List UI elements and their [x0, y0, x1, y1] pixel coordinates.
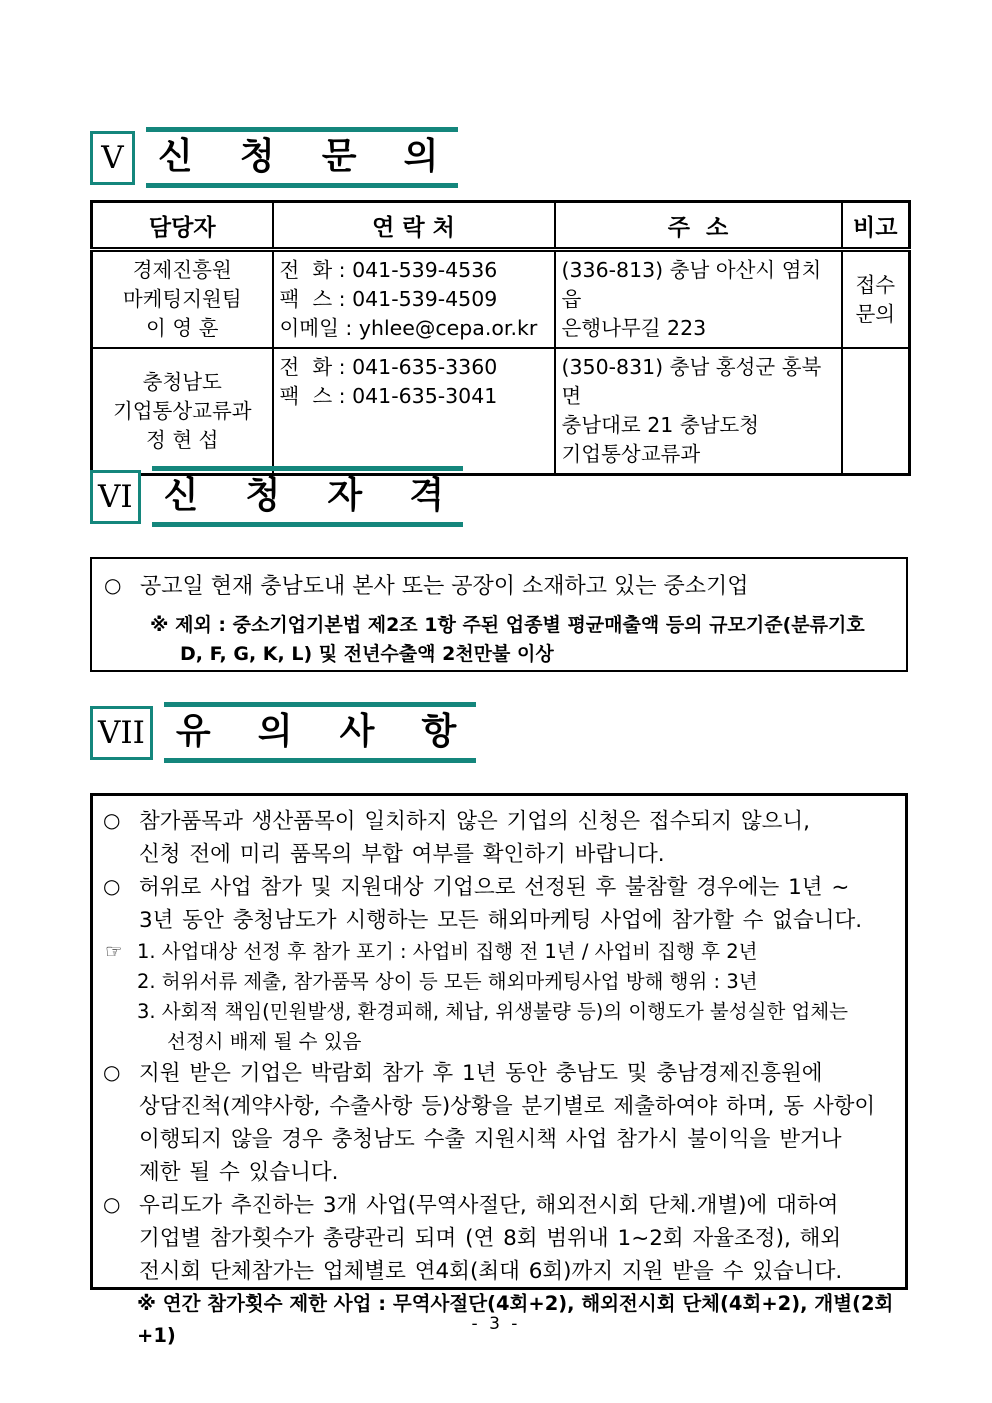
- table-header-row: [92, 202, 910, 250]
- section-vi-numeral: VI: [98, 478, 133, 515]
- section-vi-header: [90, 466, 463, 527]
- section-vi-title: 신 청 자 격: [152, 466, 464, 527]
- precaution-item: [103, 1189, 895, 1288]
- phone-line: 전 화 : 041-635-3360: [279, 355, 498, 379]
- header-note: 비고: [842, 202, 910, 250]
- fax-line: 팩 스 : 041-539-4509: [279, 287, 498, 311]
- inquiry-table: [90, 200, 911, 476]
- section-v-header: [90, 127, 458, 188]
- page-number: - 3 -: [471, 1314, 521, 1334]
- table-row: [92, 348, 910, 475]
- section-vii-header: [90, 702, 476, 763]
- header-manager: 담당자: [92, 202, 273, 250]
- fax-line: 팩 스 : 041-635-3041: [279, 384, 498, 408]
- cell-contact: [273, 250, 555, 349]
- precaution-line: 3년 동안 충청남도가 시행하는 모든 해외마케팅 사업에 참가할 수 없습니다.: [139, 908, 863, 933]
- precaution-note-line: ※ 연간 참가횟수 제한 사업 : 무역사절단(4회+2), 해외전시회 단체(4회+2), 개별(2회+1): [137, 1292, 894, 1347]
- precaution-line: 신청 전에 미리 품목의 부합 여부를 확인하기 바랍니다.: [139, 842, 665, 867]
- manager-line: 정 현 섭: [146, 427, 219, 452]
- address-line: 충남대로 21 충남도청: [561, 413, 760, 437]
- circle-bullet-icon: ○: [103, 1192, 121, 1216]
- manager-line: 충청남도: [142, 369, 222, 394]
- precaution-line: 상담진척(계약사항, 수출사항 등)상황을 분기별로 제출하여야 하며, 동 사항이: [139, 1094, 876, 1119]
- manager-line: 경제진흥원: [132, 258, 232, 282]
- precaution-line: 이행되지 않을 경우 충청남도 수출 지원시책 사업 참가시 불이익을 받거나: [139, 1127, 842, 1152]
- manager-line: 마케팅지원팀: [122, 287, 242, 311]
- address-line: 기업통상교류과: [561, 442, 701, 466]
- section-vi-numeral-box: [90, 470, 141, 524]
- qualification-note-line2: D, F, G, K, L) 및 전년수출액 2천만불 이상: [180, 643, 554, 665]
- precaution-line: 지원 받은 기업은 박람회 참가 후 1년 동안 충남도 및 충남경제진흥원에: [139, 1061, 823, 1086]
- note-line: 문의: [855, 301, 896, 326]
- address-line: (336-813) 충남 아산시 염치읍: [561, 258, 822, 311]
- precaution-item: [103, 1057, 895, 1189]
- cell-manager: [92, 250, 273, 349]
- phone-line: 전 화 : 041-539-4536: [279, 258, 498, 282]
- cell-address: [555, 250, 842, 349]
- pointing-hand-icon: ☞: [105, 940, 123, 963]
- circle-bullet-icon: ○: [103, 874, 121, 898]
- section-vii-numeral: VII: [98, 714, 145, 751]
- precaution-line: 참가품목과 생산품목이 일치하지 않은 기업의 신청은 접수되지 않으니,: [139, 809, 810, 834]
- precaution-line: 우리도가 추진하는 3개 사업(무역사절단, 해외전시회 단체.개별)에 대하여: [139, 1193, 839, 1218]
- sub-item-line: 2. 허위서류 제출, 참가품목 상이 등 모든 해외마케팅사업 방해 행위 : 3년: [137, 970, 758, 993]
- address-line: (350-831) 충남 홍성군 홍북면: [561, 355, 822, 408]
- table-row: [92, 250, 910, 349]
- cell-contact: [273, 348, 555, 475]
- qualification-note-line1: ※ 제외 : 중소기업기본법 제2조 1항 주된 업종별 평균매출액 등의 규모기준(분류기호: [150, 614, 865, 636]
- cell-address: [555, 348, 842, 475]
- precaution-line: 허위로 사업 참가 및 지원대상 기업으로 선정된 후 불참할 경우에는 1년 ~: [139, 875, 850, 900]
- precaution-line: 기업별 참가횟수가 총량관리 되며 (연 8회 범위내 1~2회 자율조정), 해외: [139, 1226, 842, 1251]
- manager-line: 이 영 훈: [146, 316, 219, 340]
- qualification-box: [90, 557, 908, 672]
- section-v-numeral-box: [90, 131, 135, 185]
- sub-item-line: 선정시 배제 될 수 있음: [167, 1030, 362, 1053]
- precaution-item: [103, 871, 895, 937]
- header-contact: 연 락 처: [273, 202, 555, 250]
- cell-manager: [92, 348, 273, 475]
- precaution-line: 제한 될 수 있습니다.: [139, 1160, 339, 1185]
- section-vii-title: 유 의 사 항: [164, 702, 476, 763]
- section-v-title: 신 청 문 의: [146, 127, 458, 188]
- qualification-item: [104, 570, 894, 604]
- address-line: 은행나무길 223: [561, 316, 707, 340]
- sub-item-line: 1. 사업대상 선정 후 참가 포기 : 사업비 집행 전 1년 / 사업비 집행 후 2년: [137, 940, 758, 963]
- manager-line: 기업통상교류과: [112, 398, 252, 423]
- header-address: 주 소: [555, 202, 842, 250]
- section-v-numeral: V: [101, 139, 124, 176]
- circle-bullet-icon: ○: [104, 573, 122, 597]
- precaution-line: 전시회 단체참가는 업체별로 연4회(최대 6회)까지 지원 받을 수 있습니다.: [139, 1259, 843, 1284]
- cell-note: [842, 348, 910, 475]
- qualification-main-text: 공고일 현재 충남도내 본사 또는 공장이 소재하고 있는 중소기업: [140, 574, 749, 599]
- circle-bullet-icon: ○: [103, 1060, 121, 1084]
- note-line: 접수: [855, 272, 896, 297]
- email-line: 이메일 : yhlee@cepa.or.kr: [279, 316, 538, 340]
- cell-note: [842, 250, 910, 349]
- precaution-item: [103, 805, 895, 871]
- precaution-sub-block: [105, 937, 895, 1057]
- circle-bullet-icon: ○: [103, 808, 121, 832]
- sub-item-line: 3. 사회적 책임(민원발생, 환경피해, 체납, 위생불량 등)의 이행도가 불성실한 업체는: [137, 1000, 848, 1023]
- section-vii-numeral-box: [90, 706, 153, 760]
- precautions-box: [90, 793, 908, 1347]
